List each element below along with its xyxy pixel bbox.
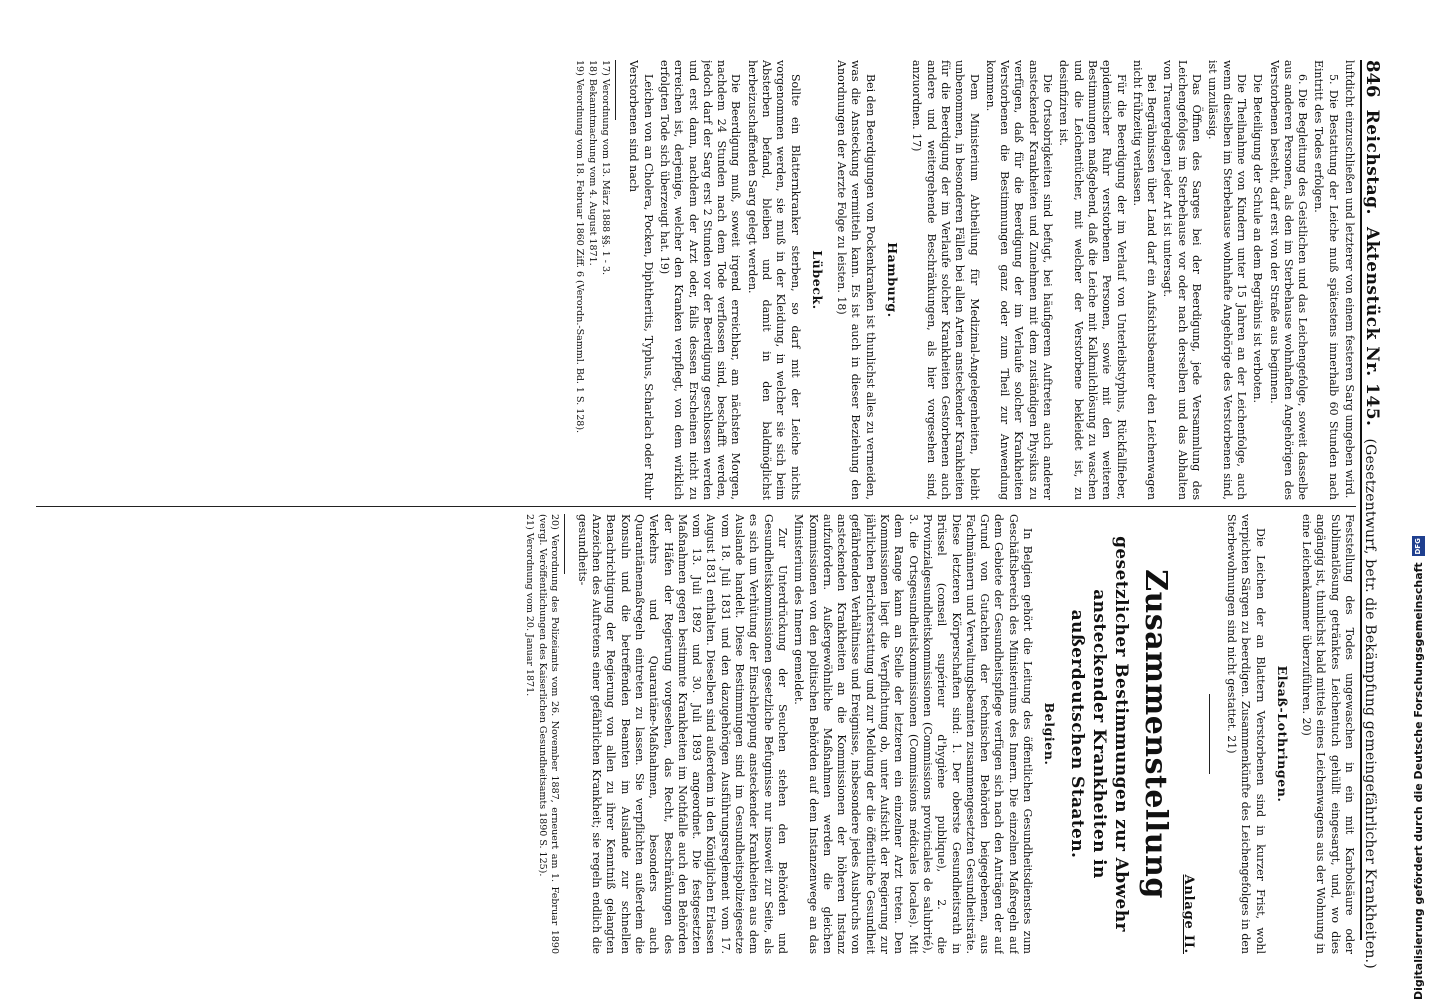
aktenstueck-label: Aktenstück Nr. 145.	[1362, 226, 1382, 427]
dfg-logo-icon: DFG	[1412, 536, 1425, 556]
luebeck-heading: Lübeck.	[809, 250, 825, 310]
footnote: 18) Bekanntmachung vom 4. August 1871.	[587, 60, 599, 266]
column-divider	[36, 506, 1356, 507]
hamburg-text: Bei den Beerdigungen von Pockenkranken ist thunlichst alles zu vermeiden, was die Ansteckung vermitteln kann. Es ist auch in dieser Beziehung den Anordnungen der Aerzte Folge zu leisten. 18)	[835, 60, 877, 500]
left-paragraph: Die Beteiligung der Schule an dem Begräbnis ist verboten.	[1251, 74, 1265, 403]
left-paragraph: 6. Die Begleitung des Geistlichen und das Leichengefolge, soweit dasselbe aus anderen Personen, als den im Sterbehause wohnhaften Angehörigen des Verstorbenen besteht, darf erst von der Straße aus beginnen.	[1267, 60, 1310, 500]
belgien-paragraph: Zur Unterdrückung der Seuchen stehen den Behörden und Gesundheitskommissionen gesetzliche Befugnisse nur insoweit zur Seite, als es sich um Verhütung der Einschleppung ansteckender Krankheiten aus dem Auslande handelt. Diese Bestimmungen sind im Gesundheitspolizeigesetze vom 18. Juli 1831 und den dazugehörigen Ausführungsreglement vom 17. August 1831 enthalten. Dieselben sind außerdem in den Königlichen Erlassen vom 13. Juli 1892 und 30. Juli 1893 angeordnet. Die festgesetzten Maßnahmen gegen bestimmte Krankheiten im Nothfalle auch den Behörden der Häfen der Regierung vorgesehen, das Recht, Beschränkungen des Verkehrs und Quarantäne-Maßnahmen, besonders auch Quarantänemaßregeln eintreten zu lassen. Sie verpflichten außerdem die Konsuln und die betreffenden Beamten im Auslande zur schnellen Benachrichtigung der Regierung von allen zu ihrer Kenntniß gelangten Anzeichen des Auftretens einer gefährlichen Krankheit; sie regeln endlich die gesundheits-	[575, 514, 789, 954]
page-header	[1360, 60, 1392, 969]
belgien-paragraph: In Belgien gehört die Leitung des öffentlichen Gesundheitsdienstes zum Geschäftsbereich des Ministeriums des Innern. Die einzelnen Maßregeln auf dem Gebiete der Gesundheitspflege verfügen sich nach den Anträgen der auf Grund von Gutachten der technischen Behörden beigegebenen, aus Fachmännern und Verwaltungsbeamten zusammengesetzten Gesundheitsräte. Diese letzteren Körperschaften sind: 1. Der oberste Gesundheitsrath in Brüssel (conseil supérieur d'hygiène publique), 2. die Provinzialgesundheitskommissionen (Commissions provinciales de salubrité), 3. die Ortsgesundheitskommissionen (Commissions médicales locales). Mit dem Range kann an Stelle der letzteren ein einzelner Arzt treten. Den Kommissionen liegt die Verpflichtung ob, unter Aufsicht der Regierung zur jährlichen Berichterstattung und zur Meldung der die öffentliche Gesundheit gefährdenden Verhältnisse und Ereignisse, insbesondere jedes Ausbruchs von ansteckenden Krankheiten an die Kommissionen der höheren Instanz aufzufordern. Außergewöhnliche Maßnahmen werden die gleichen Kommissionen von den politischen Behörden auf dem Instanzenwege an das Ministerium des Innern gemeldet.	[792, 514, 1035, 954]
footnote: 19) Verordnung vom 18. Februar 1860 Ziff. 6 (Verordn.-Samml. Bd. 1 S. 128).	[574, 60, 586, 434]
header-title: (Gesetzentwurf, betr. die Bekämpfung gemeingefährlicher Krankheiten.)	[1362, 438, 1378, 969]
hamburg-heading: Hamburg.	[885, 242, 901, 318]
left-paragraph: Das Öffnen des Sarges bei der Beerdigung, jede Versammlung des Leichengefolges im Sterbehause vor oder nach derselben und das Abhalten von Trauergelagen jeder Art ist untersagt.	[1161, 60, 1204, 500]
left-paragraph: luftdicht einzuschließen und letzterer von einem festeren Sarg umgeben wird.	[1343, 60, 1356, 499]
main-title: Zusammenstellung	[1138, 569, 1174, 899]
luebeck-paragraph: Leichen von an Cholera, Pocken, Diphtheritis, Typhus, Scharlach oder Ruhr Verstorbenen sind nach	[627, 60, 655, 500]
right-column	[26, 514, 1356, 954]
section-rule	[1209, 694, 1210, 774]
main-subtitle: gesetzlicher Bestimmungen zur Abwehr ansteckender Krankheiten in außerdeutschen Staaten.	[1067, 536, 1132, 932]
left-column	[26, 60, 1356, 500]
left-paragraph: Die Ortsobrigkeiten sind befugt, bei häufigerem Auftreten auch anderer ansteckender Krankheiten und Zunehmen mit dem zuständigen Physikus zu verfügen, daß für die Beerdigung der im Verlaufe solcher Krankheiten Verstorbenen die Bestimmungen ganz oder zum Theil zur Anwendung kommen.	[983, 60, 1055, 500]
left-paragraph: Dem Ministerium Abtheilung für Medizinal-Angelegenheiten, bleibt unbenommen, in besonderen Fällen bei allen Arten ansteckender Krankheiten für die Beerdigung der im Verlaufe solcher Krankheiten Gestorbenen auch andere und weitergehende Beschränkungen, als hier vorgesehen sind, anzuordnen. 17)	[910, 60, 981, 500]
footnote-rule	[615, 60, 616, 120]
page-number: 846	[1362, 60, 1383, 98]
luebeck-paragraph: Sollte ein Blatternkranker sterben, so darf mit der Leiche nichts vorgenommen werden, sie muß in der Kleidung, in welcher sie sich beim Absterben befand, bleiben und damit in den baldmöglichst herbeizuschaffenden Sarg gelegt werden.	[745, 60, 802, 500]
funding-sidebar	[1402, 0, 1432, 1000]
anlage-label: Anlage II.	[1180, 874, 1196, 954]
funding-note	[1408, 0, 1428, 1000]
left-paragraph: Für die Beerdigung der im Verlauf von Unterleibstyphus, Rückfallfieber, epidemischer Ruhr verstorbenen Personen, sowie mit den weiteren Bestimmungen maßgebend, daß die Leiche mit Kalkmilchlösung zu waschen und die Leichentücher, mit welcher der Verstorbene bekleidet ist, zu desinfiziren ist.	[1057, 60, 1128, 500]
belgien-heading: Belgien.	[1042, 702, 1058, 766]
funding-text: Digitalisierung gefördert durch die Deutsche Forschungsgemeinschaft	[1411, 562, 1425, 1000]
right-footnotes	[523, 514, 560, 954]
footnote-rule	[564, 514, 565, 574]
left-paragraph: Die Theilnahme von Kindern unter 15 Jahren an der Leichenfolge, auch wenn dieselben im Sterbehause wohnhafte Angehörige des Verstorbenen sind, ist unzulässig.	[1206, 60, 1248, 500]
elsass-heading: Elsaß-Lothringen.	[1274, 665, 1290, 803]
footnote: 17) Verordnung vom 13. März 1888 §§. 1 - 3.	[600, 60, 612, 276]
footnote: 21) Verordnung vom 20. Januar 1871.	[523, 514, 535, 697]
footnote: 20) Verordnung des Polizeiamts vom 26. November 1887, erneuert am 1. Februar 1890 (vergl. Veröffentlichungen des Kaiserlichen Gesundheitsamts 1890 S. 125).	[536, 514, 560, 954]
elsass-text: Die Leichen der an Blattern Verstorbenen sind in kurzer Frist, wohl verpichten Särgen zu beerdigen. Zusammenkünfte des Leichengefolges in den Sterbewohnungen sind nicht gestattet. 21)	[1224, 514, 1267, 954]
right-paragraph: Feststellung des Todes ungewaschen in ein mit Karbolsäure oder Sublimatlösung getränktes Leichentuch gehüllt eingesargt, und, wo dies angängig ist, thunlichst bald mittels eines Leichenwagens aus der Wohnung in eine Leichenkammer überzuführen. 20)	[1300, 514, 1356, 954]
left-paragraph: 5. Die Bestattung der Leiche muß spätestens innerhalb 60 Stunden nach Eintritt des Todes erfolgen.	[1312, 60, 1340, 500]
luebeck-paragraph: Die Beerdigung muß, soweit irgend erreichbar, am nächsten Morgen, nachdem 24 Stunden nach dem Tode verflossen sind, beschafft werden, jedoch darf der Sarg erst 2 Stunden vor der Beerdigung geschlossen werden und erst dann, nachdem der Arzt oder, falls dessen Erscheinen nicht zu erreichen ist, derjenige, welcher den Kranken verpflegt, von dem wirklich erfolgten Tode sich überzeugt hat. 19)	[657, 60, 743, 500]
left-paragraph: Bei Begräbnissen über Land darf ein Aufsichtsbeamter den Leichenwagen nicht frühzeitig verlassen.	[1130, 60, 1159, 500]
section-title: Reichstag.	[1362, 109, 1382, 215]
left-footnotes	[573, 60, 611, 500]
